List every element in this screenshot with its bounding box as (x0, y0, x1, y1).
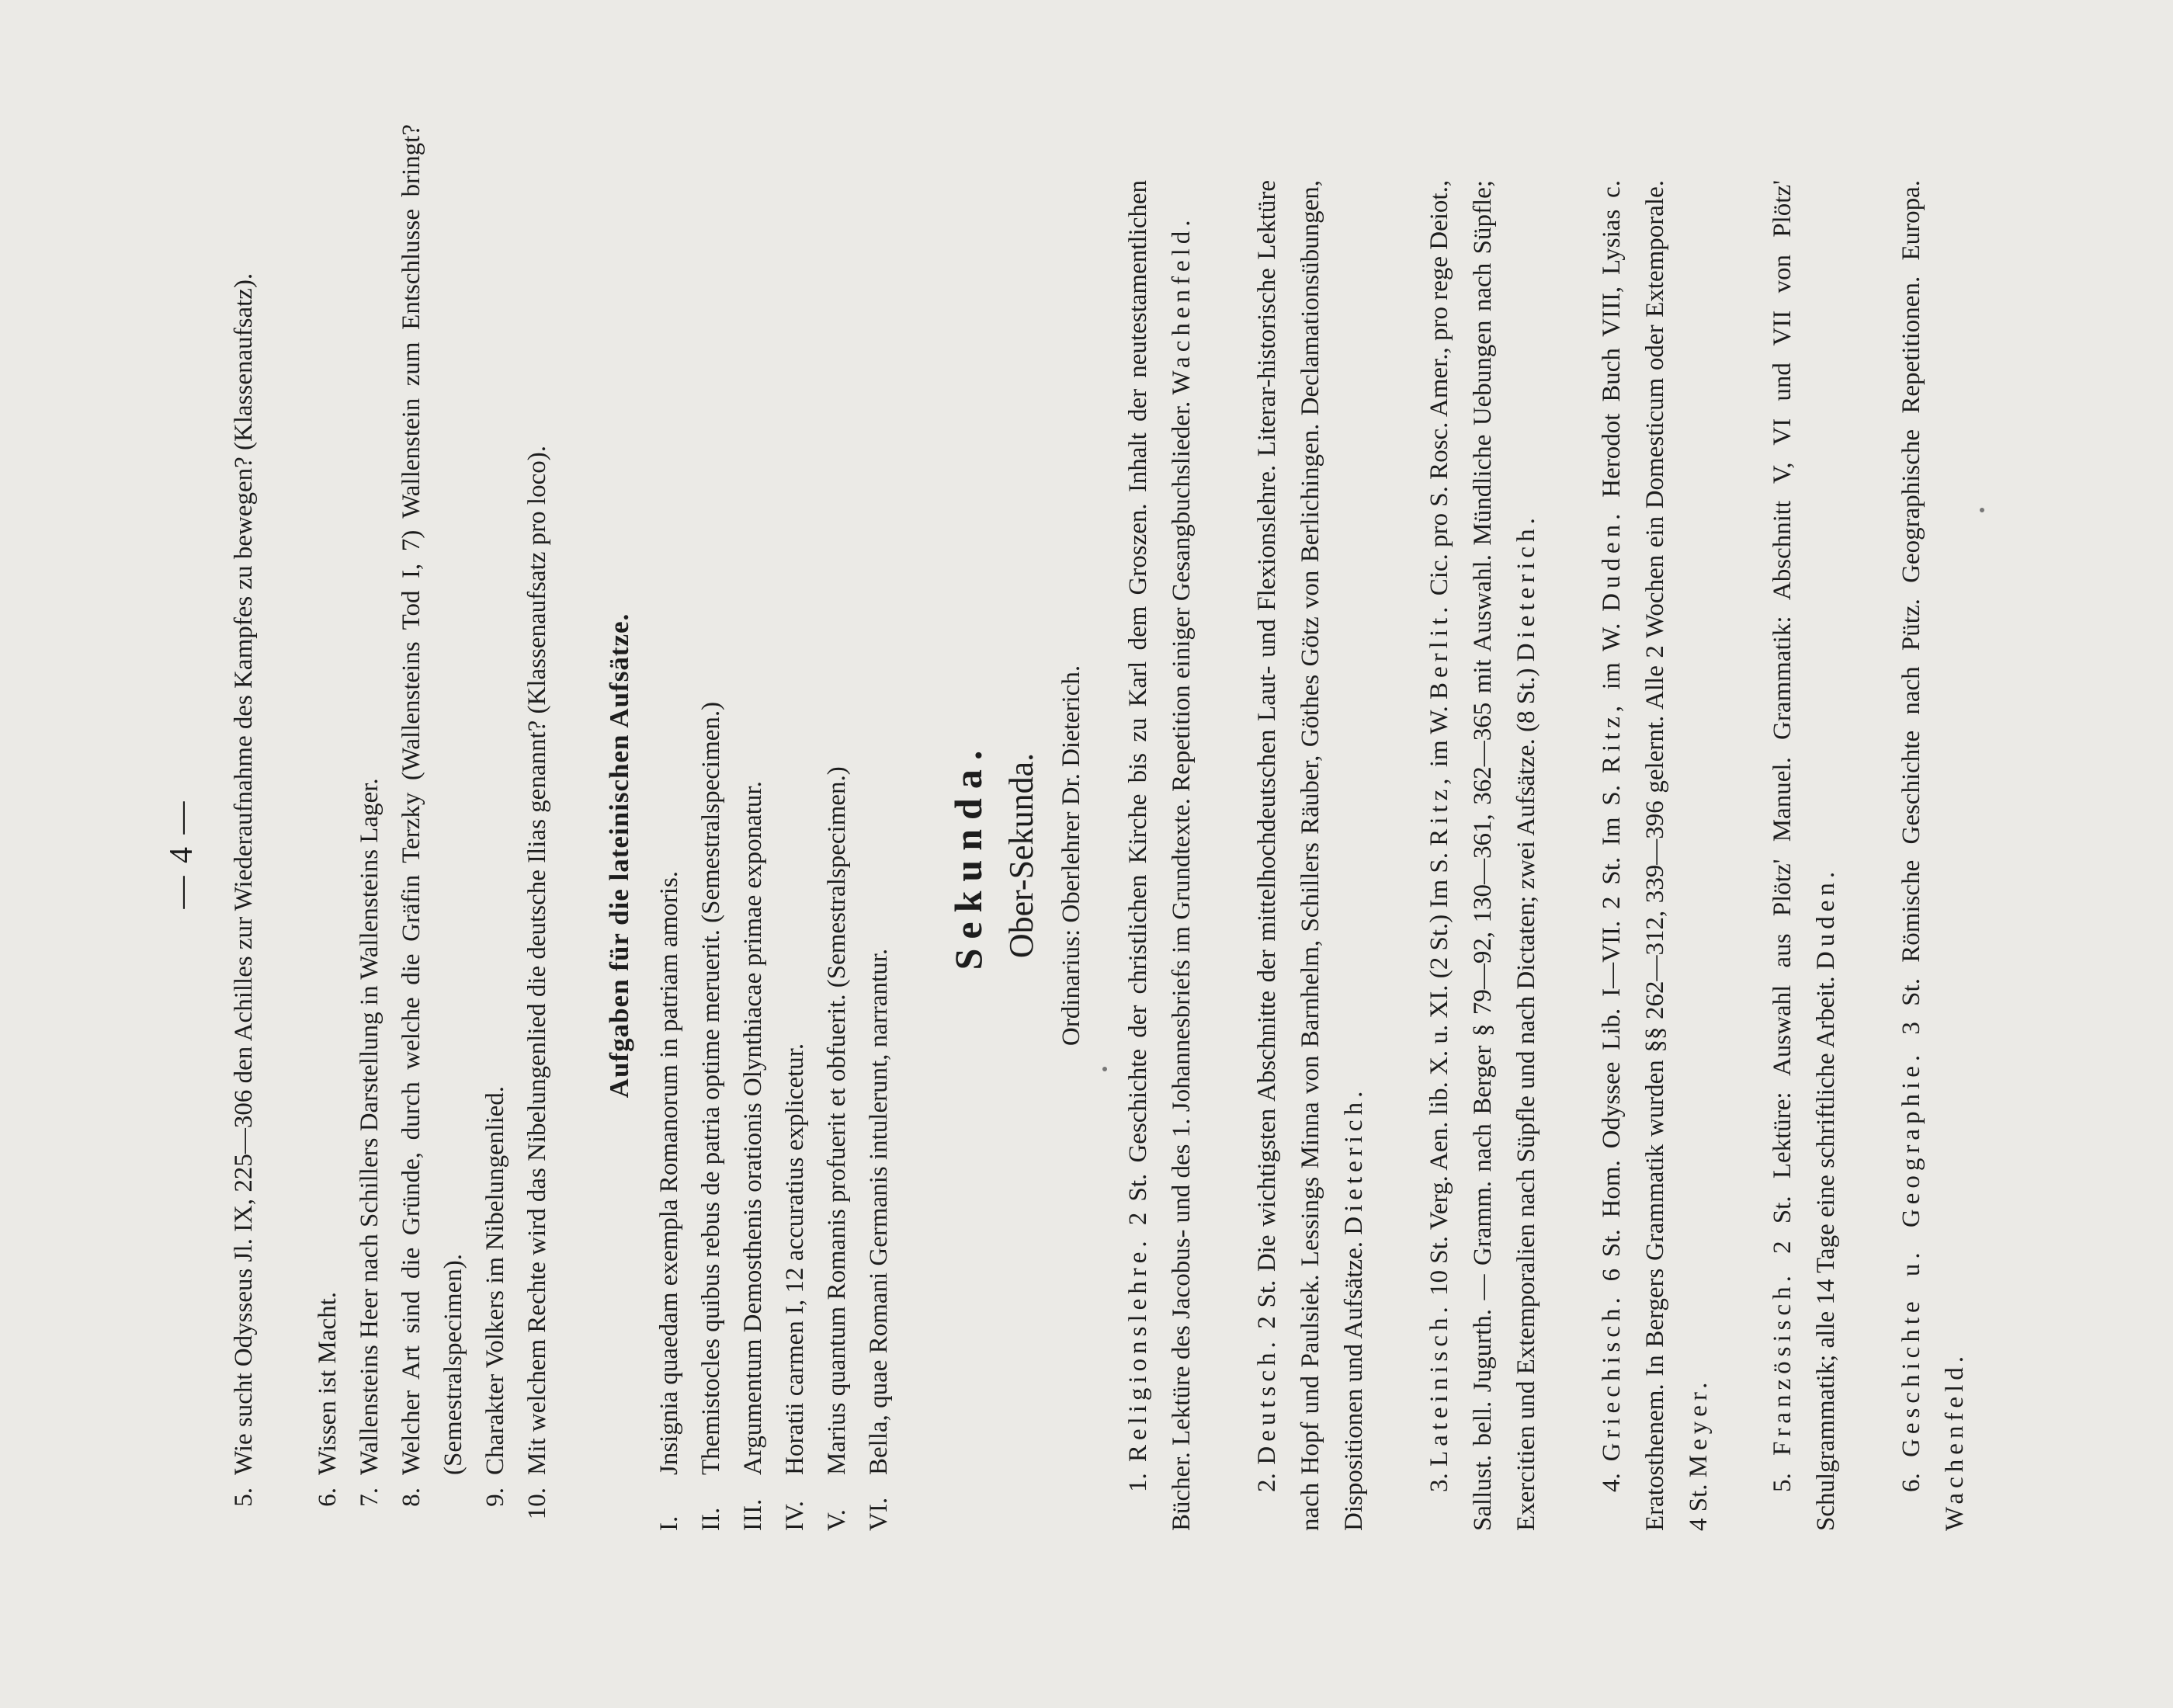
page-number: — 4 — (164, 799, 200, 909)
topic-text: Charakter Volkers im Nibelungenlied. (481, 1085, 509, 1475)
topic-number: 6. (314, 1488, 342, 1507)
subject-name: Deutsch. (1253, 1337, 1281, 1465)
subject-text: im W. (1425, 706, 1453, 768)
topic-item (349, 124, 391, 1531)
subject-number: 3. (1425, 1473, 1453, 1492)
latin-topic-item (732, 180, 774, 1531)
topic-number: 9. (481, 1488, 509, 1507)
subject-paragraph (1116, 180, 1203, 1531)
teacher-name: Dieterich. (1512, 513, 1540, 662)
topic-number: 7. (356, 1488, 384, 1507)
subject-paragraph (1761, 180, 1848, 1531)
topic-number: 8. (397, 1488, 425, 1507)
latin-topic-number: II. (697, 1507, 725, 1531)
teacher-name: Ritz, (1425, 773, 1453, 846)
subject-name: Geschichte u. Geographie. (1897, 1050, 1925, 1457)
speck (1980, 508, 1984, 512)
subject-name: Griechisch. (1598, 1293, 1626, 1462)
latin-topic-item (648, 180, 690, 1531)
teacher-name: Wachenfeld. (1941, 1352, 1969, 1531)
subject-number: 2. (1253, 1473, 1281, 1492)
subject-paragraph (1245, 180, 1376, 1531)
topic-text: Welcher Art sind die Gründe, durch welche die Gräfin Terzky (Wallensteins Tod I, 7) Wallenstein zum Entschlusse bringt? (Semestralspecimen). (397, 124, 467, 1475)
subject-text: Cic. pro S. Rosc. Amer., pro rege Deiot., Sallust. bell. Jugurth. — Gramm. nach Berger § 79—92, 130—361, 362—365 mit Auswahl. Mündliche Uebungen nach Süpfle; Exercitien und Extemporalien nach Süpfle und nach Dictaten; zwei Aufsätze. (8 St.) (1425, 179, 1540, 1531)
topic-text: Wissen ist Macht. (314, 1291, 342, 1475)
topic-text: Wie sucht Odysseus Jl. IX, 225—306 den Achilles zur Wiederaufnahme des Kampfes zu bewegen? (Klassenaufsatz). (230, 273, 258, 1475)
subject-paragraph (1418, 180, 1548, 1531)
latin-topic-item (774, 180, 816, 1531)
topic-item (516, 124, 558, 1531)
ordinarius-line: Ordinarius: Oberlehrer Dr. Dieterich. (1057, 665, 1085, 1047)
topic-number: 5. (230, 1488, 258, 1507)
subject-text: 2 St. Lektüre: Auswahl aus Plötz' Manuel. Grammatik: Abschnitt V, VI und VII von Plötz' Schulgrammatik; alle 14 Tage eine schriftliche Arbeit. (1769, 179, 1840, 1531)
subject-text: 2 St. Die wichtigsten Abschnitte der mittelhochdeutschen Laut- und Flexionslehre. Literar-historische Lektüre nach Hopf und Paulsiek. Lessings Minna von Barnhelm, Schillers Räuber, Göthes Götz von Berlichingen. Declamationsübungen, Dispositionen und Aufsätze. (1253, 180, 1368, 1531)
teacher-name: Ritz, (1598, 700, 1626, 774)
latin-topic-number: VI. (865, 1497, 893, 1531)
topic-item (391, 124, 474, 1531)
teacher-name: Wachenfeld. (1168, 215, 1196, 395)
subject-text: 10 St. Verg. Aen. lib. X. u. XI. (2 St.) Im S. (1425, 852, 1453, 1296)
latin-topic-text: Jnsignia quaedam exempla Romanorum in patriam amoris. (655, 870, 683, 1475)
subject-name: Lateinisch. (1425, 1302, 1453, 1467)
subject-number: 6. (1897, 1473, 1925, 1492)
latin-topic-item (816, 180, 858, 1531)
teacher-name: Berlit. (1425, 602, 1453, 700)
latin-topic-text: Bella, quae Romani Germanis intulerunt, narrantur. (865, 948, 893, 1475)
topic-text: Mit welchem Rechte wird das Nibelungenlied die deutsche Ilias genannt? (Klassenaufsatz pro loco). (523, 446, 551, 1475)
latin-topic-text: Horatii carmen I, 12 accuratius explicetur. (781, 1043, 809, 1475)
subject-number: 5. (1769, 1473, 1796, 1492)
topic-item (223, 124, 265, 1531)
topic-item (307, 124, 349, 1531)
latin-topic-text: Marius quantum Romanis profuerit et obfuerit. (Semestralspecimen.) (823, 766, 851, 1475)
latin-topic-text: Argumentum Demosthenis orationis Olynthiacae primae exponatur. (739, 781, 767, 1475)
latin-topic-item (690, 180, 732, 1531)
subject-number: 1. (1124, 1473, 1152, 1492)
latin-topic-number: III. (739, 1498, 767, 1531)
teacher-name: Meyer. (1685, 1377, 1713, 1478)
subject-name: Französisch. (1769, 1271, 1796, 1456)
subject-paragraph (1890, 180, 1977, 1531)
teacher-name: Dieterich. (1340, 1086, 1368, 1235)
subject-paragraph (1590, 180, 1720, 1531)
topic-number: 10. (523, 1488, 551, 1520)
subject-name: Religionslehre. (1124, 1236, 1152, 1463)
teacher-name: Duden. (1812, 866, 1840, 970)
speck (1102, 1067, 1107, 1071)
latin-topic-number: I. (655, 1515, 683, 1531)
subject-text: 3 St. Römische Geschichte nach Pütz. Geographische Repetitionen. Europa. (1897, 179, 1925, 1035)
latin-topic-number: IV. (781, 1501, 809, 1531)
subject-text: im W. (1598, 623, 1626, 690)
subject-text: Herodot Buch VIII, Lysias c. Eratosthenem. In Bergers Grammatik wurden §§ 262—312, 339—396 gelernt. Alle 2 Wochen ein Domesticum oder Extemporale. 4 St. (1598, 179, 1713, 1531)
latin-topic-item (858, 180, 900, 1531)
latin-essays-heading: Aufgaben für die lateinischen Aufsätze. (604, 613, 634, 1099)
subject-text: 2 St. Geschichte der christlichen Kirche bis zu Karl dem Groszen. Inhalt der neutestamentlichen Bücher. Lektüre des Jacobus- und des 1. Johannesbriefs im Grundtexte. Repetition einiger Gesangbuchslieder. (1124, 179, 1196, 1531)
section-title: Sekunda. (946, 741, 990, 970)
subsection-title: Ober-Sekunda. (1002, 752, 1040, 959)
latin-topic-number: V. (823, 1509, 851, 1531)
latin-topic-text: Themistocles quibus rebus de patria optime meruerit. (Semestralspecimen.) (697, 701, 725, 1475)
topic-item (474, 124, 516, 1531)
topic-text: Wallensteins Heer nach Schillers Darstellung in Wallensteins Lager. (356, 778, 384, 1475)
subject-text: 6 St. Hom. Odyssee Lib. I—VII. 2 St. Im S. (1598, 784, 1626, 1282)
teacher-name: Duden. (1598, 509, 1626, 612)
subject-number: 4. (1598, 1473, 1626, 1492)
